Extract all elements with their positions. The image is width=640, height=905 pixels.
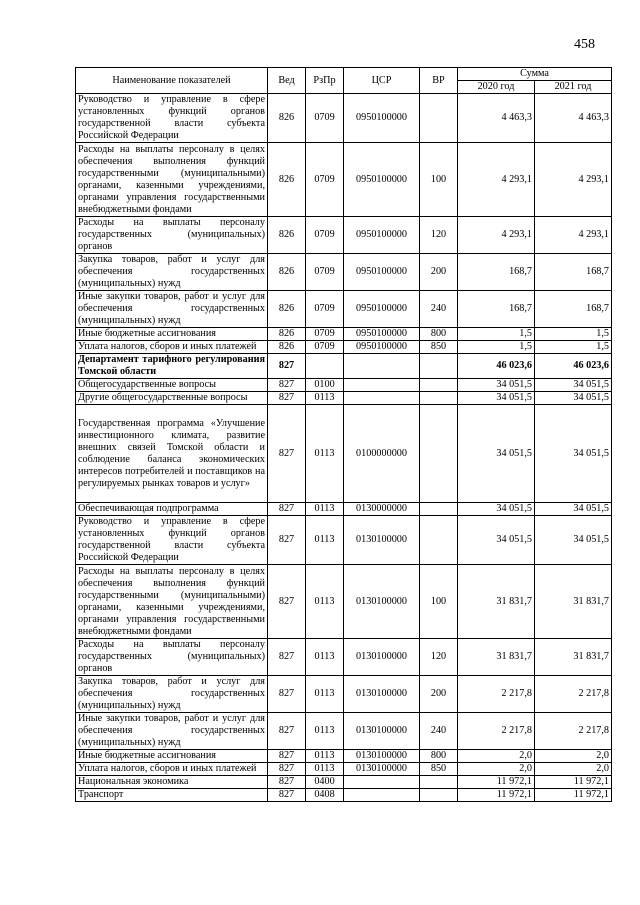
row-ved: 827 [268,639,306,676]
row-csr: 0130100000 [344,565,420,639]
row-rzpr [306,354,344,379]
row-ved: 826 [268,94,306,143]
row-csr [344,776,420,789]
row-rzpr: 0400 [306,776,344,789]
row-amount-2020: 2 217,8 [458,676,535,713]
row-rzpr: 0709 [306,143,344,217]
row-name: Уплата налогов, сборов и иных платежей [76,341,268,354]
row-vr [420,503,458,516]
table-row [76,392,612,405]
row-name: Государственная программа «Улучшение инвестиционного климата, развитие внешних связей Томской области и соблюдение баланса экономических интересов потребителей и поставщиков на регулируемых рынках товаров и услуг» [76,405,268,503]
row-rzpr: 0113 [306,713,344,750]
table-row [76,217,612,254]
row-amount-2020: 34 051,5 [458,405,535,503]
row-csr [344,354,420,379]
row-amount-2021: 46 023,6 [535,354,612,379]
header-name: Наименование показателей [76,68,268,94]
row-csr: 0130100000 [344,676,420,713]
row-ved: 827 [268,565,306,639]
row-vr: 200 [420,254,458,291]
row-csr: 0130100000 [344,639,420,676]
row-vr: 120 [420,639,458,676]
row-amount-2020: 4 463,3 [458,94,535,143]
row-csr: 0950100000 [344,291,420,328]
row-csr [344,789,420,802]
row-vr [420,789,458,802]
row-rzpr: 0113 [306,392,344,405]
row-rzpr: 0113 [306,565,344,639]
row-amount-2020: 4 293,1 [458,217,535,254]
row-amount-2020: 34 051,5 [458,392,535,405]
row-vr: 100 [420,143,458,217]
row-amount-2020: 34 051,5 [458,503,535,516]
row-csr: 0950100000 [344,328,420,341]
row-rzpr: 0113 [306,676,344,713]
row-ved: 827 [268,750,306,763]
row-name: Иные бюджетные ассигнования [76,750,268,763]
table-row [76,143,612,217]
row-name: Иные закупки товаров, работ и услуг для обеспечения государственных (муниципальных) нужд [76,713,268,750]
row-name: Закупка товаров, работ и услуг для обеспечения государственных (муниципальных) нужд [76,676,268,713]
row-rzpr: 0113 [306,750,344,763]
row-ved: 827 [268,676,306,713]
row-vr [420,776,458,789]
row-name: Руководство и управление в сфере установленных функций органов государственной власти субъекта Российской Федерации [76,94,268,143]
table-row [76,341,612,354]
row-amount-2020: 1,5 [458,328,535,341]
row-rzpr: 0709 [306,291,344,328]
row-name: Иные бюджетные ассигнования [76,328,268,341]
row-vr: 100 [420,565,458,639]
row-amount-2021: 168,7 [535,254,612,291]
row-amount-2020: 168,7 [458,291,535,328]
row-rzpr: 0113 [306,639,344,676]
row-amount-2020: 2,0 [458,750,535,763]
row-amount-2021: 4 463,3 [535,94,612,143]
row-name: Транспорт [76,789,268,802]
header-csr: ЦСР [344,68,420,94]
row-amount-2020: 31 831,7 [458,565,535,639]
table-row [76,750,612,763]
row-name: Обеспечивающая подпрограмма [76,503,268,516]
row-csr: 0130100000 [344,750,420,763]
row-ved: 827 [268,354,306,379]
row-amount-2020: 46 023,6 [458,354,535,379]
table-row [76,503,612,516]
row-csr [344,392,420,405]
header-sum: Сумма [458,68,612,81]
row-amount-2021: 4 293,1 [535,143,612,217]
row-amount-2021: 2,0 [535,763,612,776]
row-csr: 0950100000 [344,254,420,291]
table-row [76,328,612,341]
row-vr: 800 [420,750,458,763]
row-amount-2020: 4 293,1 [458,143,535,217]
row-amount-2021: 34 051,5 [535,392,612,405]
row-ved: 827 [268,776,306,789]
table-row [76,713,612,750]
row-vr: 240 [420,713,458,750]
row-ved: 826 [268,217,306,254]
table-row [76,676,612,713]
table-header [76,68,612,94]
row-rzpr: 0709 [306,217,344,254]
row-amount-2021: 1,5 [535,328,612,341]
row-vr [420,94,458,143]
row-amount-2020: 2 217,8 [458,713,535,750]
row-ved: 827 [268,405,306,503]
row-name: Расходы на выплаты персоналу в целях обеспечения выполнения функций государственными (муниципальными) органами, казенными учреждениями, органами управления государственными внебюджетными фондами [76,143,268,217]
header-year-2020: 2020 год [458,81,535,94]
row-vr [420,405,458,503]
row-rzpr: 0100 [306,379,344,392]
row-name: Общегосударственные вопросы [76,379,268,392]
row-name: Другие общегосударственные вопросы [76,392,268,405]
table-row [76,789,612,802]
row-amount-2020: 11 972,1 [458,789,535,802]
row-rzpr: 0113 [306,405,344,503]
row-ved: 826 [268,143,306,217]
row-name: Расходы на выплаты персоналу государственных (муниципальных) органов [76,639,268,676]
row-csr: 0950100000 [344,143,420,217]
row-vr: 850 [420,763,458,776]
row-amount-2021: 4 293,1 [535,217,612,254]
row-name: Национальная экономика [76,776,268,789]
row-name: Уплата налогов, сборов и иных платежей [76,763,268,776]
row-name: Руководство и управление в сфере установленных функций органов государственной власти субъекта Российской Федерации [76,516,268,565]
row-rzpr: 0113 [306,763,344,776]
table-row [76,639,612,676]
row-ved: 827 [268,763,306,776]
row-ved: 826 [268,291,306,328]
row-amount-2021: 34 051,5 [535,503,612,516]
row-csr: 0950100000 [344,217,420,254]
row-amount-2020: 1,5 [458,341,535,354]
row-csr: 0130100000 [344,763,420,776]
row-rzpr: 0113 [306,503,344,516]
row-ved: 827 [268,392,306,405]
row-amount-2020: 11 972,1 [458,776,535,789]
row-name: Иные закупки товаров, работ и услуг для обеспечения государственных (муниципальных) нужд [76,291,268,328]
header-ved: Вед [268,68,306,94]
table-row [76,291,612,328]
row-vr [420,516,458,565]
row-csr: 0950100000 [344,94,420,143]
header-year-2021: 2021 год [535,81,612,94]
row-rzpr: 0113 [306,516,344,565]
row-csr: 0130100000 [344,713,420,750]
table-row [76,254,612,291]
row-amount-2021: 2 217,8 [535,713,612,750]
table-row [76,776,612,789]
table-row [76,94,612,143]
table-row [76,516,612,565]
row-ved: 826 [268,254,306,291]
row-amount-2020: 168,7 [458,254,535,291]
page-number: 458 [574,37,595,52]
row-amount-2021: 34 051,5 [535,516,612,565]
row-name: Расходы на выплаты персоналу государственных (муниципальных) органов [76,217,268,254]
row-amount-2020: 31 831,7 [458,639,535,676]
row-amount-2020: 2,0 [458,763,535,776]
row-amount-2021: 11 972,1 [535,776,612,789]
row-csr: 0950100000 [344,341,420,354]
table-row [76,565,612,639]
header-vr: ВР [420,68,458,94]
row-rzpr: 0709 [306,341,344,354]
row-amount-2020: 34 051,5 [458,379,535,392]
row-amount-2021: 31 831,7 [535,639,612,676]
row-vr: 200 [420,676,458,713]
row-ved: 827 [268,379,306,392]
row-csr: 0100000000 [344,405,420,503]
table-row [76,405,612,503]
row-amount-2021: 34 051,5 [535,405,612,503]
table-row [76,763,612,776]
budget-table [75,67,612,802]
row-rzpr: 0709 [306,328,344,341]
row-ved: 827 [268,516,306,565]
row-name: Закупка товаров, работ и услуг для обеспечения государственных (муниципальных) нужд [76,254,268,291]
row-ved: 826 [268,341,306,354]
row-amount-2021: 2,0 [535,750,612,763]
row-vr: 120 [420,217,458,254]
row-rzpr: 0709 [306,94,344,143]
row-vr [420,354,458,379]
row-vr: 850 [420,341,458,354]
row-amount-2021: 2 217,8 [535,676,612,713]
row-csr: 0130100000 [344,516,420,565]
row-vr [420,392,458,405]
row-ved: 827 [268,713,306,750]
row-amount-2021: 31 831,7 [535,565,612,639]
row-vr [420,379,458,392]
row-amount-2021: 11 972,1 [535,789,612,802]
row-rzpr: 0709 [306,254,344,291]
row-vr: 240 [420,291,458,328]
row-amount-2021: 1,5 [535,341,612,354]
row-rzpr: 0408 [306,789,344,802]
table-row [76,379,612,392]
row-amount-2021: 34 051,5 [535,379,612,392]
row-csr: 0130000000 [344,503,420,516]
table-body [76,94,612,802]
row-amount-2020: 34 051,5 [458,516,535,565]
row-ved: 827 [268,789,306,802]
row-csr [344,379,420,392]
row-vr: 800 [420,328,458,341]
row-name: Расходы на выплаты персоналу в целях обеспечения выполнения функций государственными (муниципальными) органами, казенными учреждениями, органами управления государственными внебюджетными фондами [76,565,268,639]
table-row [76,354,612,379]
row-name: Департамент тарифного регулирования Томской области [76,354,268,379]
header-rzpr: РзПр [306,68,344,94]
row-amount-2021: 168,7 [535,291,612,328]
row-ved: 827 [268,503,306,516]
row-ved: 826 [268,328,306,341]
